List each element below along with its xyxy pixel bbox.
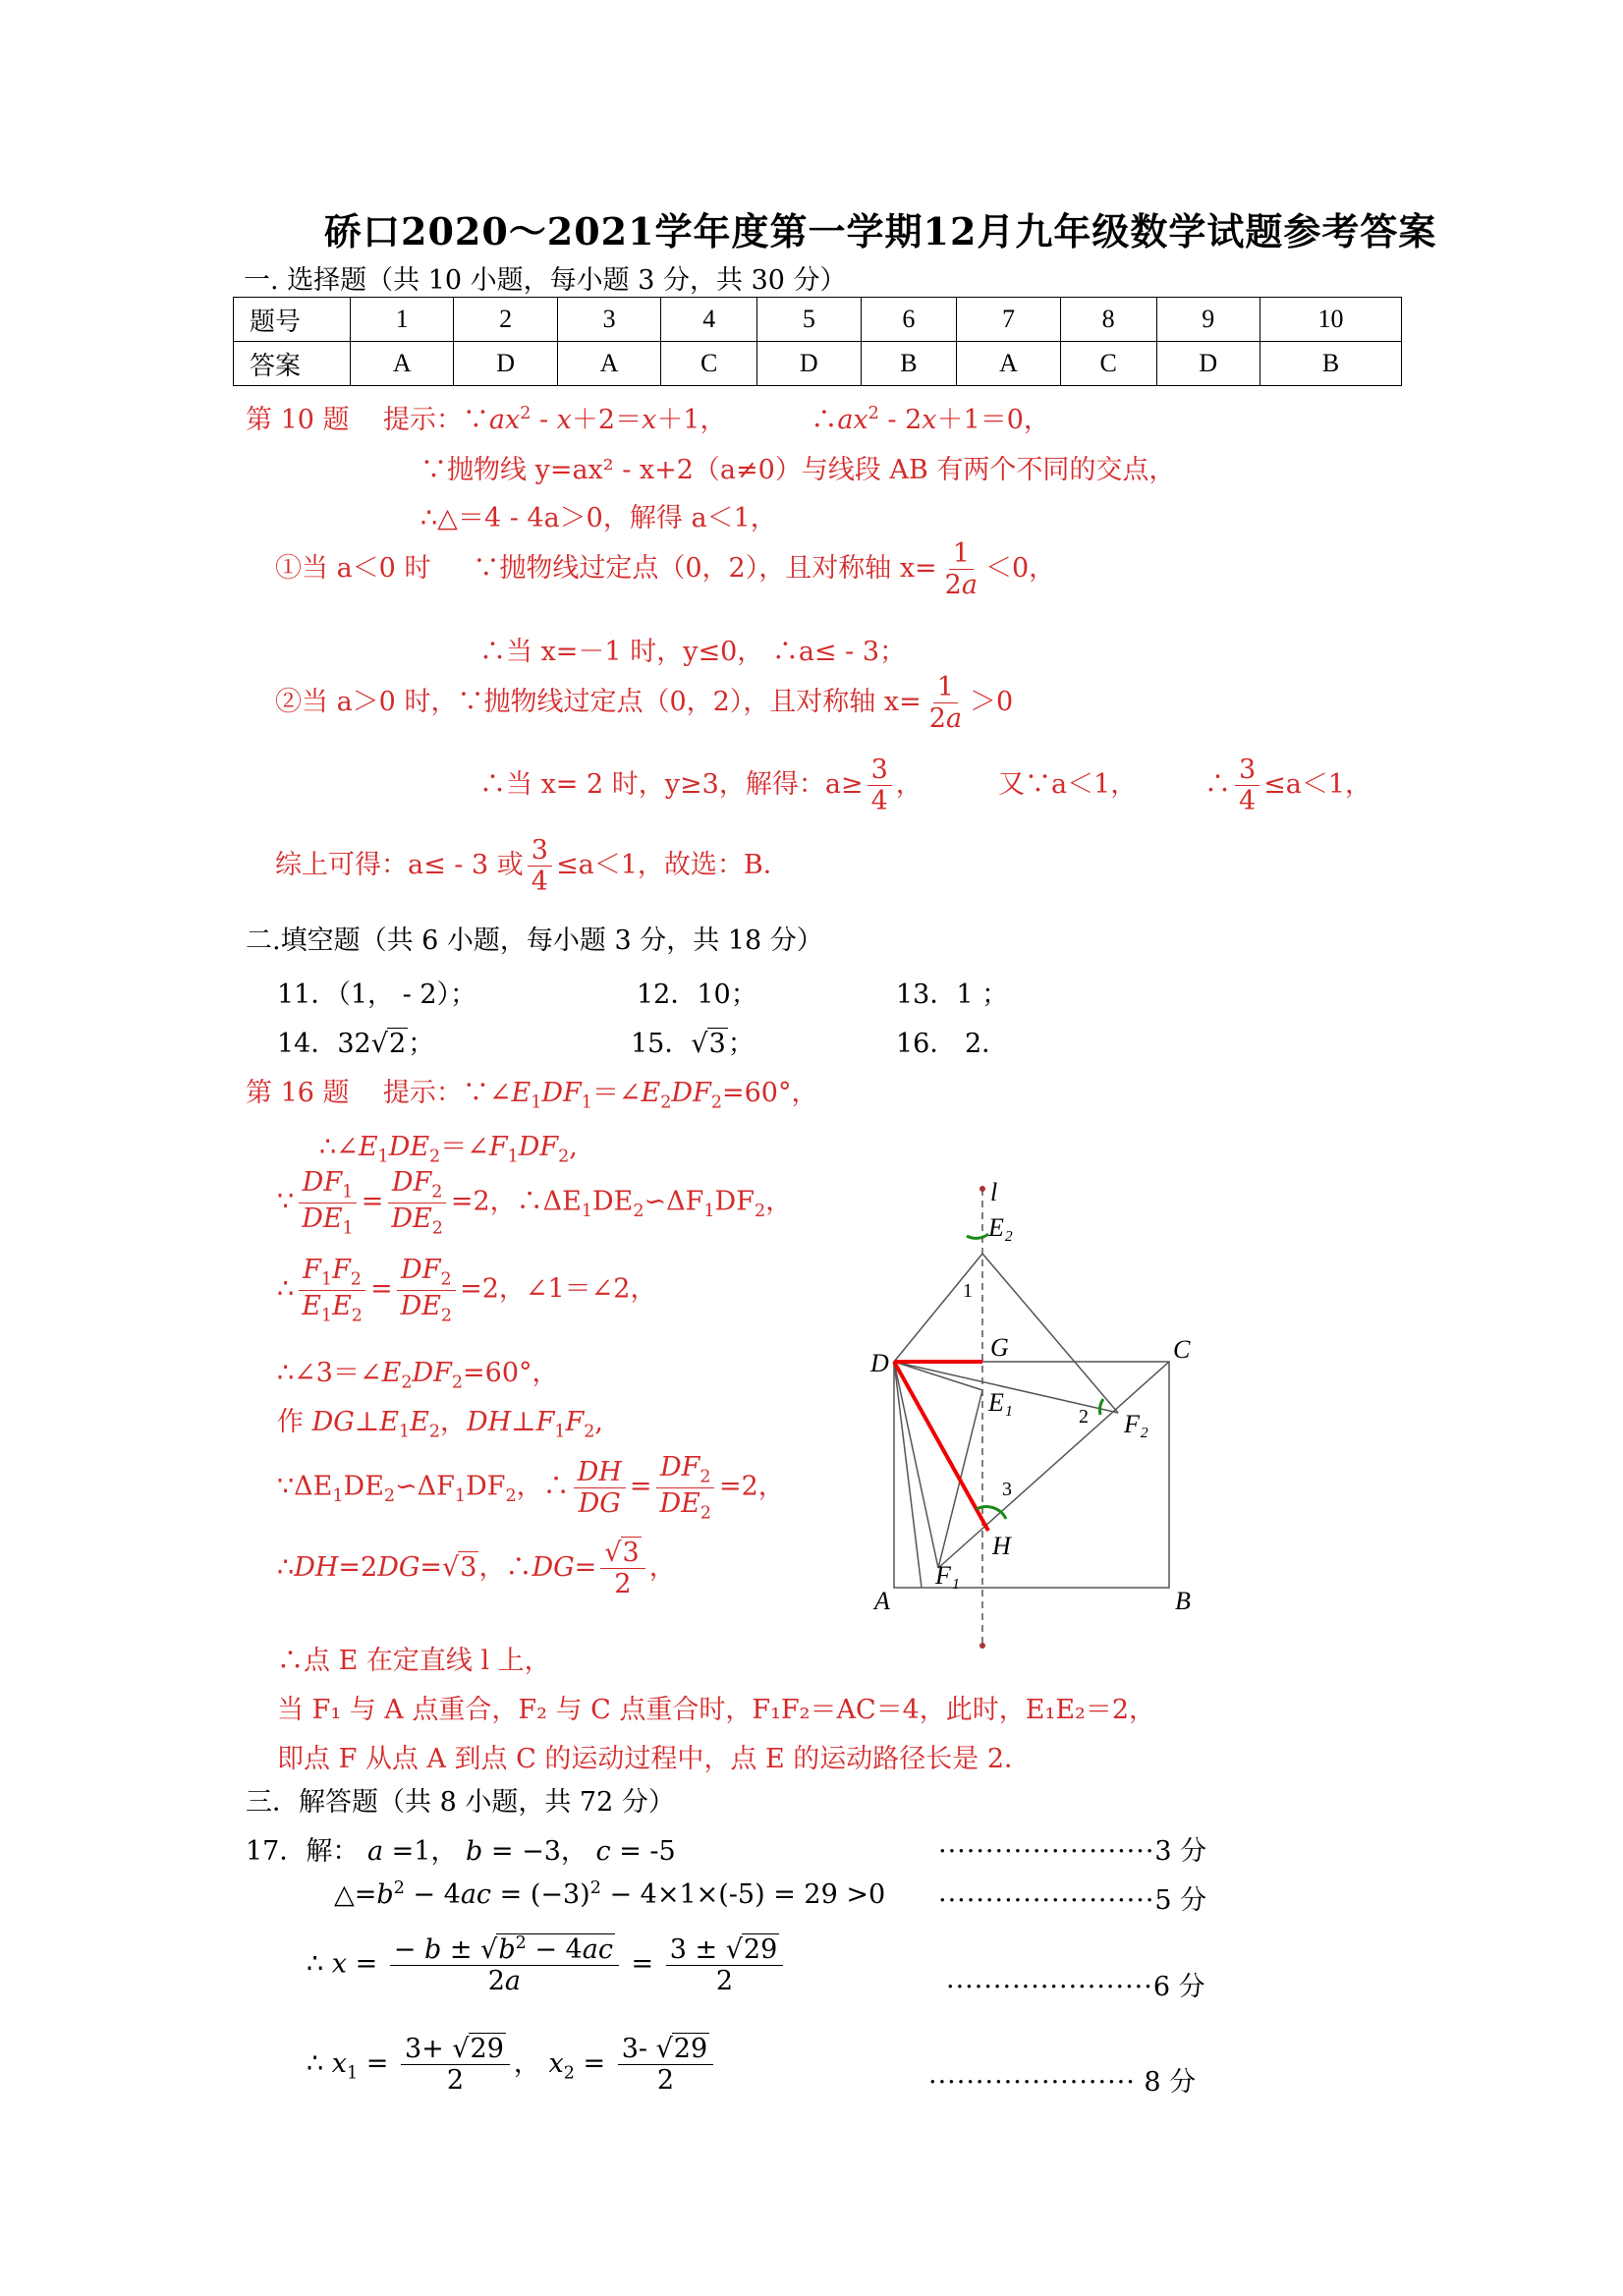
case-2-after: ＞0 xyxy=(970,687,1014,718)
table-cell: 7 xyxy=(957,298,1060,342)
table-header-cell: 答案 xyxy=(234,342,351,386)
summary-text: 综上可得：a≤ - 3 或 xyxy=(275,850,524,881)
answer-14: 14．32√2； xyxy=(277,1029,435,1059)
table-cell: 4 xyxy=(661,298,757,342)
q17-score-3: ······················6 分 xyxy=(946,1972,1205,2002)
q10-summary xyxy=(275,835,790,897)
label-f1: F₁ xyxy=(935,1561,960,1590)
segment-de2 xyxy=(894,1254,982,1362)
table-cell: 9 xyxy=(1156,298,1259,342)
answer-table xyxy=(233,297,1402,386)
table-cell: 8 xyxy=(1060,298,1156,342)
label-e1: E₁ xyxy=(988,1388,1013,1417)
section-1-heading: 一. 选择题（共 10 小题，每小题 3 分，共 30 分） xyxy=(244,265,847,296)
q16-line-7: $\because\Delta E_1DE_2∽\Delta F_1DF_2$，∴ $\frac{DH}{DG}$ = $\frac{DF_2}{DE_2}$ =2， xyxy=(277,1452,785,1523)
answer-11: 11．（1， - 2）； xyxy=(277,980,477,1010)
case-2-solve: ∴当 x= 2 时，y≥3，解得：a≥ xyxy=(479,769,864,801)
page-title: 硚口2020～2021学年度第一学期12月九年级数学试题参考答案 xyxy=(324,209,1437,253)
fraction: $\frac{1}{2a}$ xyxy=(928,672,963,735)
q10-line-3: ∴△＝4 - 4a＞0，解得 a＜1， xyxy=(420,503,777,533)
case-2-also: 又∵a＜1， xyxy=(998,769,1138,801)
table-header-cell: 题号 xyxy=(234,298,351,342)
fraction: $\frac{3}{4}$ xyxy=(867,755,892,816)
label-angle-2: 2 xyxy=(1079,1406,1089,1428)
q10-case-1 xyxy=(275,538,1055,600)
summary-result: ≤a＜1，故选：B． xyxy=(555,850,790,881)
sqrt-radicand: 2 xyxy=(388,1029,407,1059)
case-1-label: ①当 a＜0 时 xyxy=(275,553,431,585)
q10-line-2: ∵抛物线 y=ax² - x+2（a≠0）与线段 AB 有两个不同的交点， xyxy=(420,455,1176,485)
angle-2-arc xyxy=(1099,1399,1103,1415)
q10-label: 第 10 题 xyxy=(246,405,350,435)
case-2-label: ②当 a＞0 时， xyxy=(275,687,458,718)
q17-line-4: ∴ $x_1$ = $\frac{3+ √29}{2}$ ， $x_2$ = $\frac{3- √29}{2}$ xyxy=(307,2034,717,2096)
comma: ， xyxy=(895,769,923,801)
table-row xyxy=(234,298,1402,342)
q17-score-1: ·······················3 分 xyxy=(938,1836,1207,1867)
label-c: C xyxy=(1173,1335,1191,1364)
label-g: G xyxy=(990,1333,1009,1362)
table-cell: 6 xyxy=(861,298,957,342)
q10-case-2 xyxy=(275,672,1013,734)
q16-line-5: $\therefore\angle 3=\angle E_2DF_2=60^\circ$， xyxy=(277,1358,559,1393)
q10-hint-label: 提示： xyxy=(382,405,463,435)
table-cell: 2 xyxy=(454,298,557,342)
label-h: H xyxy=(992,1532,1011,1560)
table-cell: C xyxy=(1060,342,1156,386)
q16-label: 第 16 题 xyxy=(246,1078,350,1108)
table-cell: A xyxy=(557,342,660,386)
label-d: D xyxy=(870,1349,889,1377)
q17-score-2: ·······················5 分 xyxy=(938,1885,1207,1916)
case-1-condition: ∵抛物线过定点（0，2），且对称轴 x= xyxy=(473,553,937,585)
q16-line-1: 第 16 题 提示：$\because\angle E_1DF_1=\angle E_2DF_2=60^\circ$， xyxy=(246,1078,818,1113)
table-cell: D xyxy=(757,342,861,386)
q17-line-2: $\triangle=b^2 - 4ac = (-3)^2 - 4\times 1\times(-5) = 29 >0$ xyxy=(334,1878,886,1910)
fraction: $\frac{1}{2a}$ xyxy=(944,538,978,601)
q16-line-11: 即点 F 从点 A 到点 C 的运动过程中，点 E 的运动路径长是 2． xyxy=(277,1744,1032,1774)
answer-14-text: 14．32 xyxy=(277,1029,371,1059)
answer-16: 16． 2． xyxy=(896,1029,1009,1059)
table-row xyxy=(234,342,1402,386)
label-e2: E₂ xyxy=(988,1213,1013,1242)
table-cell: 5 xyxy=(757,298,861,342)
table-cell: A xyxy=(351,342,454,386)
line-l-top-point xyxy=(979,1186,985,1192)
section-2-heading: 二.填空题（共 6 小题，每小题 3 分，共 18 分） xyxy=(246,925,823,956)
segment-da-inner xyxy=(894,1362,922,1588)
score-label: 5 分 xyxy=(1154,1885,1207,1916)
q10-case-1-line-2: ∴当 x=－1 时，y≤0， ∴a≤ - 3； xyxy=(479,637,907,667)
answer-15: 15．√3； xyxy=(631,1029,755,1059)
segment-f2f1 xyxy=(938,1362,1169,1568)
case-2-result: ≤a＜1， xyxy=(1263,769,1372,801)
label-a: A xyxy=(874,1587,890,1615)
q10-condition: 抛物线 y=ax² - x+2（a≠0）与线段 AB 有两个不同的交点， xyxy=(447,455,1176,485)
geometry-diagram xyxy=(865,1179,1336,1651)
table-cell: C xyxy=(661,342,757,386)
table-cell: 10 xyxy=(1259,298,1401,342)
table-cell: B xyxy=(861,342,957,386)
fraction: $\frac{3}{4}$ xyxy=(1235,755,1259,816)
fraction: $\frac{3}{4}$ xyxy=(528,835,552,897)
q16-line-8: ∴DH=2DG=√3，∴DG= $\frac{√3}{2}$ ， xyxy=(277,1538,676,1600)
q16-line-6: 作 $DG\perp E_1E_2$，$DH\perp F_1F_2$, xyxy=(277,1407,603,1442)
line-l-bottom-point xyxy=(979,1643,985,1649)
label-angle-1: 1 xyxy=(963,1280,973,1302)
case-2-condition: ∵抛物线过定点（0，2），且对称轴 x= xyxy=(457,687,922,718)
answer-12: 12．10； xyxy=(637,980,757,1010)
case-1-after: ＜0， xyxy=(984,553,1056,585)
table-cell: 1 xyxy=(351,298,454,342)
q16-line-4: ∴ $\frac{F_1F_2}{E_1E_2}$ = $\frac{DF_2}{DE_2}$ =2，∠1＝∠2， xyxy=(277,1255,657,1325)
q17-line-1: 17．解： a =1， b = −3， c = -5 xyxy=(246,1836,676,1867)
table-cell: 3 xyxy=(557,298,660,342)
q10-line-1: 第 10 题 提示：$\because ax^2 - x+2=x+1$， $\therefore ax^2 - 2x+1=0$， xyxy=(246,404,1050,435)
q16-line-10: 当 F₁ 与 A 点重合，F₂ 与 C 点重合时，F₁F₂＝AC＝4，此时，E₁E₂＝2， xyxy=(277,1695,1156,1725)
score-label: 3 分 xyxy=(1154,1836,1207,1867)
answer-13: 13．1 ； xyxy=(896,980,1009,1010)
table-cell: D xyxy=(1156,342,1259,386)
table-cell: D xyxy=(454,342,557,386)
label-l: l xyxy=(990,1179,998,1206)
angle-1-arc xyxy=(967,1234,988,1238)
q16-line-9: ∴点 E 在定直线 l 上， xyxy=(277,1646,551,1676)
segment-df1 xyxy=(894,1362,938,1568)
label-b: B xyxy=(1175,1587,1191,1615)
label-angle-3: 3 xyxy=(1002,1479,1012,1500)
q17-score-4: ······················ 8 分 xyxy=(928,2067,1197,2098)
q16-line-2: $\therefore\angle E_1DE_2=\angle F_1DF_2$, xyxy=(319,1132,578,1167)
q16-hint-label: 提示： xyxy=(382,1078,463,1108)
table-cell: B xyxy=(1259,342,1401,386)
score-label: 8 分 xyxy=(1144,2067,1197,2098)
table-cell: A xyxy=(957,342,1060,386)
q10-case-2-line-2: ∴当 x= 2 时，y≥3，解得：a≥ $\frac{3}{4}$ ， 又∵a＜1， ∴ $\frac{3}{4}$ ≤a＜1， xyxy=(479,755,1372,817)
q17-line-3: ∴ x = $\frac{- b \pm √b^2 - 4ac}{2a}$ = $\frac{3 \pm √29}{2}$ xyxy=(307,1933,787,1996)
sqrt-radicand: 3 xyxy=(708,1029,726,1059)
section-3-heading: 三．解答题（共 8 小题，共 72 分） xyxy=(246,1787,675,1818)
label-f2: F₂ xyxy=(1124,1410,1148,1438)
score-label: 6 分 xyxy=(1152,1972,1205,2002)
answer-15-text: 15． xyxy=(631,1029,692,1059)
q16-line-3: ∵ $\frac{DF_1}{DE_1}$ = $\frac{DF_2}{DE_2}$ =2，$\therefore\Delta E_1DE_2∽\Delta F_1DF_2$， xyxy=(277,1167,793,1238)
q17-label: 17．解： xyxy=(246,1836,360,1867)
